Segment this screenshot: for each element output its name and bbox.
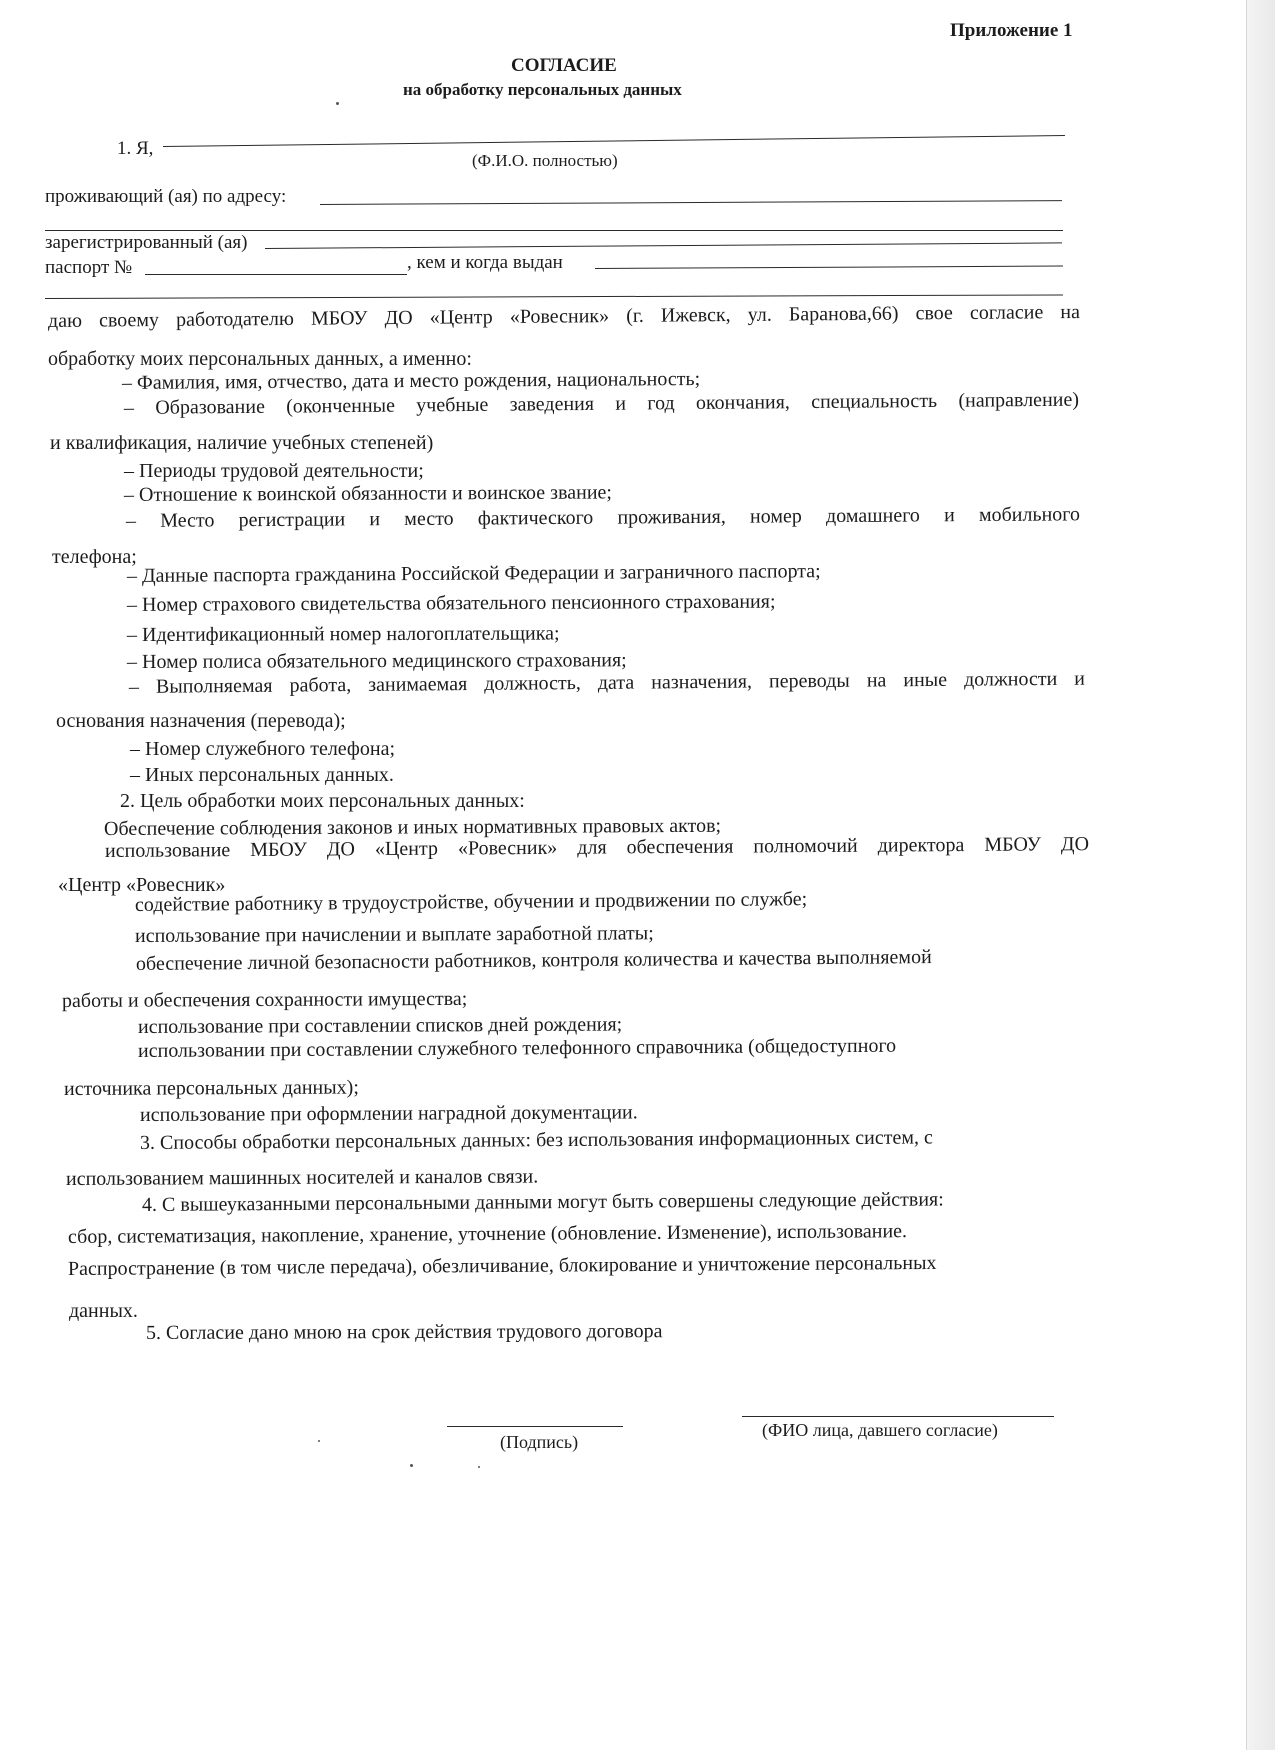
signature-line[interactable]: [447, 1426, 623, 1427]
purpose-line: содействие работнику в трудоустройстве, обучении и продвижении по службе;: [134, 888, 808, 916]
actions-line: сбор, систематизация, накопление, хранение, уточнение (обновление. Изменение), использование.: [67, 1220, 908, 1248]
list-item: – Данные паспорта гражданина Российской Федерации и заграничного паспорта;: [126, 560, 821, 587]
list-item: – Фамилия, имя, отчество, дата и место рождения, национальность;: [121, 367, 701, 394]
methods-line: использованием машинных носителей и каналов связи.: [65, 1165, 539, 1190]
list-item: – Идентификационный номер налогоплательщика;: [126, 622, 560, 646]
passport-label: паспорт №: [45, 257, 133, 278]
methods-line: 3. Способы обработки персональных данных: без использования информационных систем, с: [139, 1126, 933, 1154]
scan-speck: [478, 1466, 480, 1468]
registered-line[interactable]: [265, 242, 1062, 249]
page-edge: [1246, 0, 1275, 1750]
purpose-line: источника персональных данных);: [63, 1076, 359, 1100]
actions-line: 4. С вышеуказанными персональными данными могут быть совершены следующие действия:: [141, 1188, 944, 1216]
purpose-line: использование МБОУ ДО «Центр «Ровесник» для обеспечения полномочий директора МБОУ ДО: [104, 833, 1090, 862]
intro-line-1: даю своему работодателю МБОУ ДО «Центр «Ровесник» (г. Ижевск, ул. Баранова,66) свое согласие на: [47, 300, 1081, 332]
purpose-line: использовании при составлении служебного телефонного справочника (общедоступного: [137, 1034, 897, 1062]
list-item: – Отношение к воинской обязанности и воинское звание;: [123, 481, 613, 506]
list-item: – Место регистрации и место фактического проживания, номер домашнего и мобильного: [125, 503, 1081, 532]
term-line: 5. Согласие дано мною на срок действия трудового договора: [145, 1320, 663, 1344]
registered-label: зарегистрированный (ая): [45, 232, 248, 253]
list-item: – Образование (оконченные учебные заведения и год окончания, специальность (направление): [123, 388, 1080, 419]
scan-speck: [410, 1464, 413, 1467]
list-item: – Выполняемая работа, занимаемая должность, дата назначения, переводы на иные должности и: [128, 667, 1086, 698]
purpose-line: работы и обеспечения сохранности имущества;: [61, 987, 468, 1012]
signer-fio-line[interactable]: [742, 1416, 1054, 1417]
list-item: – Номер служебного телефона;: [130, 738, 396, 760]
scan-speck: [318, 1440, 320, 1442]
actions-line: Распространение (в том числе передача), обезличивание, блокирование и уничтожение персональных: [67, 1251, 937, 1280]
purpose-heading: 2. Цель обработки моих персональных данных:: [120, 790, 525, 812]
document-title: СОГЛАСИЕ: [511, 55, 617, 76]
address-label: проживающий (ая) по адресу:: [45, 186, 287, 207]
purpose-line: «Центр «Ровесник»: [58, 874, 226, 896]
fio-line[interactable]: [163, 135, 1065, 147]
purpose-line: использование при оформлении наградной документации.: [139, 1101, 638, 1126]
purpose-line: использование при начислении и выплате заработной платы;: [134, 922, 654, 947]
document-subtitle: на обработку персональных данных: [403, 80, 682, 99]
passport-number-line[interactable]: [145, 274, 407, 275]
intro-line-2: обработку моих персональных данных, а именно:: [48, 348, 472, 370]
issued-line[interactable]: [595, 266, 1063, 269]
list-item: – Иных персональных данных.: [130, 764, 394, 786]
list-item: – Номер полиса обязательного медицинского страхования;: [126, 649, 627, 673]
purpose-line: использование при составлении списков дней рождения;: [137, 1013, 623, 1038]
list-item: основания назначения (перевода);: [56, 710, 346, 732]
signature-caption: (Подпись): [500, 1432, 579, 1452]
passport-extra-line[interactable]: [45, 294, 1063, 299]
address-line-1[interactable]: [320, 200, 1062, 205]
issued-label: , кем и когда выдан: [407, 252, 563, 273]
actions-line: данных.: [69, 1300, 138, 1322]
appendix-label: Приложение 1: [950, 20, 1073, 41]
list-item: – Номер страхового свидетельства обязательного пенсионного страхования;: [126, 590, 776, 616]
list-item: телефона;: [52, 546, 137, 568]
list-item: и квалификация, наличие учебных степеней): [50, 432, 434, 454]
address-line-2[interactable]: [45, 230, 1063, 231]
fio-label: 1. Я,: [117, 138, 154, 159]
signer-fio-caption: (ФИО лица, давшего согласие): [762, 1420, 998, 1440]
purpose-line: обеспечение личной безопасности работников, контроля количества и качества выполняемой: [135, 946, 932, 975]
fio-caption: (Ф.И.О. полностью): [472, 151, 618, 170]
list-item: – Периоды трудовой деятельности;: [124, 460, 424, 482]
scan-speck: [336, 102, 339, 105]
purpose-line: Обеспечение соблюдения законов и иных нормативных правовых актов;: [103, 814, 722, 840]
